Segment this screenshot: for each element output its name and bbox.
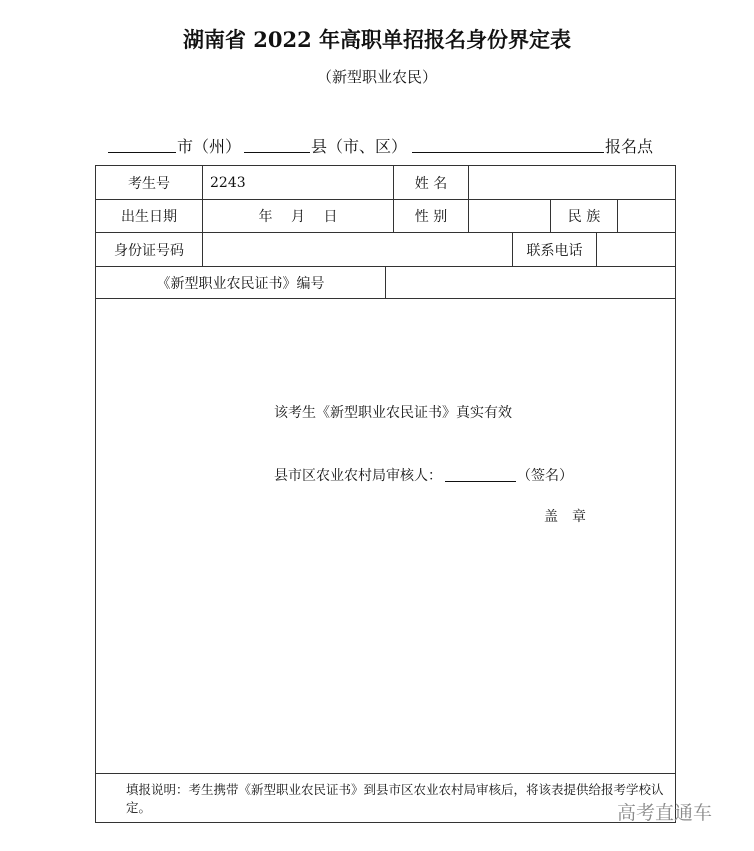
exam-no-label: 考生号 — [95, 165, 203, 200]
phone-field[interactable] — [596, 232, 676, 267]
reviewer-signature-blank[interactable] — [445, 481, 516, 482]
exam-no-value[interactable]: 2243 — [202, 165, 394, 200]
phone-label: 联系电话 — [512, 232, 597, 267]
cert-label: 《新型职业农民证书》编号 — [95, 266, 386, 299]
note-text: 填报说明：考生携带《新型职业农民证书》到县市区农业农村局审核后，将该表提供给报考学校认定。 — [126, 782, 664, 815]
name-field[interactable] — [468, 165, 676, 200]
id-field[interactable] — [202, 232, 513, 267]
id-label: 身份证号码 — [95, 232, 203, 267]
verification-area — [95, 298, 676, 774]
note-row — [95, 773, 676, 823]
ethnic-field[interactable] — [617, 199, 676, 233]
watermark: 高考直通车 — [617, 802, 713, 824]
page-title: 湖南省 2022 年高职单招报名身份界定表 — [182, 27, 572, 52]
page-subtitle: （新型职业农民） — [316, 68, 437, 86]
birth-label: 出生日期 — [95, 199, 203, 233]
county-label: 县（市、区） — [311, 137, 408, 156]
ethnic-label: 民 族 — [550, 199, 618, 233]
city-blank[interactable] — [108, 152, 176, 153]
gender-field[interactable] — [468, 199, 551, 233]
county-blank[interactable] — [244, 152, 310, 153]
gender-label: 性 别 — [393, 199, 469, 233]
birth-field[interactable]: 年 月 日 — [202, 199, 394, 233]
city-label: 市（州） — [177, 137, 242, 156]
site-blank[interactable] — [412, 152, 604, 153]
cert-field[interactable] — [385, 266, 676, 299]
reviewer-label: 县市区农业农村局审核人： — [274, 468, 442, 484]
name-label: 姓 名 — [393, 165, 469, 200]
sign-label: （签名） — [517, 468, 573, 484]
site-label: 报名点 — [605, 137, 654, 156]
seal-label: 盖 章 — [544, 509, 586, 525]
verify-text: 该考生《新型职业农民证书》真实有效 — [274, 405, 512, 421]
